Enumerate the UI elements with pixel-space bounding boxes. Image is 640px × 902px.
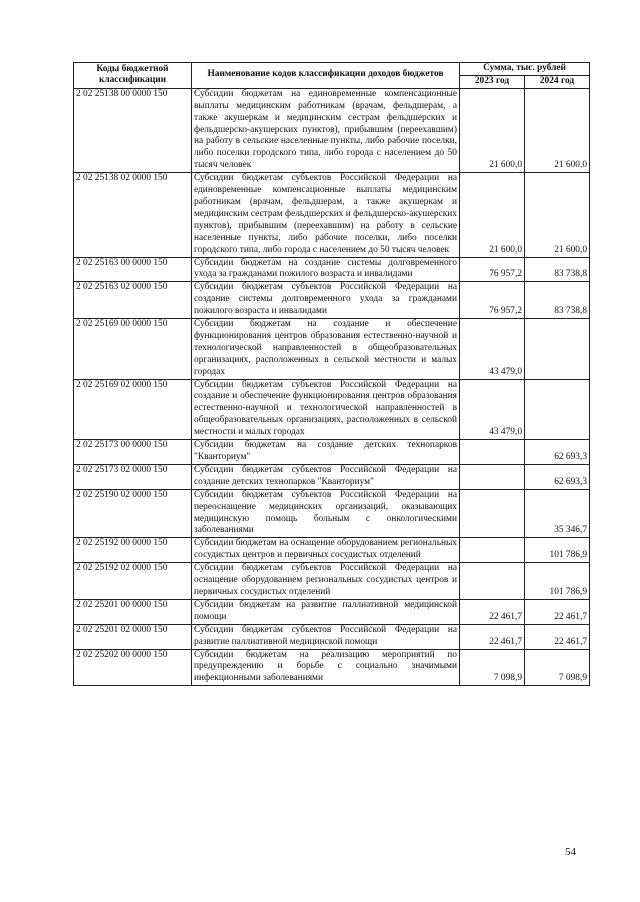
table-row <box>74 464 590 489</box>
row-amount-2024: 21 600,0 <box>525 173 590 257</box>
row-amount-2023: 7 098,9 <box>460 649 525 686</box>
table-row <box>74 173 590 257</box>
row-amount-2024: 101 786,9 <box>525 538 590 563</box>
row-amount-2024: 83 738,8 <box>525 282 590 319</box>
table-row <box>74 319 590 380</box>
table-row <box>74 440 590 465</box>
row-name: Субсидии бюджетам на оснащение оборудованием региональных сосудистых центров и первичных сосудистых отделений <box>192 538 460 563</box>
row-name: Субсидии бюджетам субъектов Российской Федерации на создание системы долговременного ухода за гражданами пожилого возраста и инвалидами <box>192 282 460 319</box>
row-name: Субсидии бюджетам субъектов Российской Федерации на оснащение оборудованием региональных сосудистых центров и первичных сосудистых отделений <box>192 563 460 600</box>
row-amount-2023: 22 461,7 <box>460 624 525 649</box>
row-amount-2023 <box>460 440 525 465</box>
row-code: 2 02 25190 02 0000 150 <box>74 489 192 538</box>
row-amount-2023: 43 479,0 <box>460 379 525 440</box>
row-name: Субсидии бюджетам субъектов Российской Федерации на переоснащение медицинских организаций, оказывающих медицинскую помощь больным с онкологическими заболеваниями <box>192 489 460 538</box>
row-code: 2 02 25163 00 0000 150 <box>74 257 192 282</box>
row-amount-2023 <box>460 563 525 600</box>
row-code: 2 02 25192 00 0000 150 <box>74 538 192 563</box>
row-code: 2 02 25169 00 0000 150 <box>74 319 192 380</box>
row-amount-2023: 76 957,2 <box>460 282 525 319</box>
table-row <box>74 624 590 649</box>
table-row <box>74 489 590 538</box>
row-code: 2 02 25169 02 0000 150 <box>74 379 192 440</box>
row-name: Субсидии бюджетам на реализацию мероприятий по предупреждению и борьбе с социально значимыми инфекционными заболеваниями <box>192 649 460 686</box>
table-body <box>74 88 590 685</box>
row-code: 2 02 25201 02 0000 150 <box>74 624 192 649</box>
table-row <box>74 282 590 319</box>
row-code: 2 02 25163 02 0000 150 <box>74 282 192 319</box>
table-row <box>74 88 590 172</box>
table-row <box>74 538 590 563</box>
row-amount-2024: 62 693,3 <box>525 440 590 465</box>
row-code: 2 02 25173 00 0000 150 <box>74 440 192 465</box>
row-code: 2 02 25173 02 0000 150 <box>74 464 192 489</box>
row-amount-2023: 21 600,0 <box>460 88 525 172</box>
row-amount-2024: 35 346,7 <box>525 489 590 538</box>
page-number: 54 <box>565 846 576 858</box>
row-amount-2023: 76 957,2 <box>460 257 525 282</box>
row-name: Субсидии бюджетам субъектов Российской Федерации на создание детских технопарков "Кванториум" <box>192 464 460 489</box>
row-code: 2 02 25138 00 0000 150 <box>74 88 192 172</box>
header-name: Наименование кодов классификации доходов бюджетов <box>192 63 460 89</box>
row-amount-2023: 21 600,0 <box>460 173 525 257</box>
row-amount-2024: 22 461,7 <box>525 624 590 649</box>
row-name: Субсидии бюджетам субъектов Российской Федерации на единовременные компенсационные выплаты медицинским работникам (врачам, фельдшерам, а также акушеркам и медицинским сестрам фельдшерских и фельдшерско-акушерских пунктов), прибывшим (переехавшим) на работу в сельские населенные пункты, либо рабочие поселки, либо поселки городского типа, либо города с населением до 50 тысяч человек <box>192 173 460 257</box>
row-name: Субсидии бюджетам на создание детских технопарков "Кванториум" <box>192 440 460 465</box>
revenue-table <box>73 62 590 686</box>
row-code: 2 02 25138 02 0000 150 <box>74 173 192 257</box>
row-amount-2024: 21 600,0 <box>525 88 590 172</box>
header-year-2024: 2024 год <box>525 75 590 88</box>
row-code: 2 02 25192 02 0000 150 <box>74 563 192 600</box>
row-name: Субсидии бюджетам субъектов Российской Федерации на создание и обеспечение функционирования центров образования естественно-научной и технологической направленностей в общеобразовательных организациях, расположенных в сельской местности и малых городах <box>192 379 460 440</box>
header-amount: Сумма, тыс. рублей <box>460 63 590 76</box>
row-amount-2023 <box>460 489 525 538</box>
table-row <box>74 649 590 686</box>
row-name: Субсидии бюджетам субъектов Российской Федерации на развитие паллиативной медицинской помощи <box>192 624 460 649</box>
header-year-2023: 2023 год <box>460 75 525 88</box>
table-row <box>74 599 590 624</box>
row-code: 2 02 25202 00 0000 150 <box>74 649 192 686</box>
table-row <box>74 563 590 600</box>
table-row <box>74 379 590 440</box>
row-amount-2023: 22 461,7 <box>460 599 525 624</box>
row-name: Субсидии бюджетам на создание и обеспечение функционирования центров образования естественно-научной и технологической направленностей в общеобразовательных организациях, расположенных в сельской местности и малых городах <box>192 319 460 380</box>
row-amount-2024: 7 098,9 <box>525 649 590 686</box>
row-amount-2023: 43 479,0 <box>460 319 525 380</box>
row-name: Субсидии бюджетам на единовременные компенсационные выплаты медицинским работникам (врачам, фельдшерам, а также акушеркам и медицинским сестрам фельдшерских и фельдшерско-акушерских пунктов), прибывшим (переехавшим) на работу в сельские населенные пункты, либо рабочие поселки, либо поселки городского типа, либо города с населением до 50 тысяч человек <box>192 88 460 172</box>
row-amount-2024: 83 738,8 <box>525 257 590 282</box>
row-code: 2 02 25201 00 0000 150 <box>74 599 192 624</box>
row-name: Субсидии бюджетам на развитие паллиативной медицинской помощи <box>192 599 460 624</box>
row-name: Субсидии бюджетам на создание системы долговременного ухода за гражданами пожилого возраста и инвалидами <box>192 257 460 282</box>
header-codes: Коды бюджетной классификации <box>74 63 192 89</box>
row-amount-2024 <box>525 379 590 440</box>
row-amount-2024: 101 786,9 <box>525 563 590 600</box>
row-amount-2024 <box>525 319 590 380</box>
row-amount-2024: 62 693,3 <box>525 464 590 489</box>
row-amount-2024: 22 461,7 <box>525 599 590 624</box>
row-amount-2023 <box>460 538 525 563</box>
table-row <box>74 257 590 282</box>
row-amount-2023 <box>460 464 525 489</box>
